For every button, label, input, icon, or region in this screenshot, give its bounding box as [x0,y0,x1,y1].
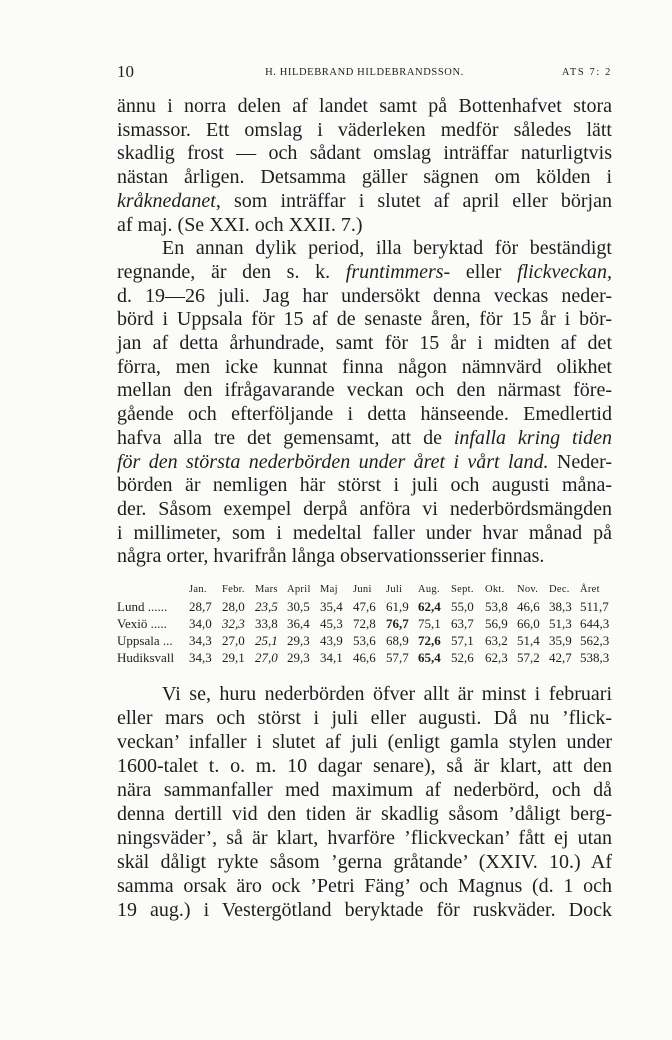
table-cell: 55,0 [451,599,474,614]
table-header-row [117,581,612,598]
table-cell: 57,2 [517,650,540,665]
table-cell: 34,3 [189,650,212,665]
text-line: denna dertill vid den tiden är skadlig såsom ’dåligt berg- [117,803,612,825]
column-header: Okt. [485,584,505,595]
table-cell: 35,9 [549,633,572,648]
table-cell: 72,8 [353,616,376,631]
text-line: ningsväder’, så är klart, hvarföre ’flickveckan’ fått ej utan [117,827,612,849]
table-cell: 57,1 [451,633,474,648]
row-label: Lund ...... [117,599,168,614]
table-cell-total: 562,3 [580,633,610,648]
italic-term: kråknedanet [117,189,216,212]
text-segment: regnande, är den s. k. [117,260,346,283]
text-line: nästan årligen. Detsamma gäller sägnen om kölden i [117,166,612,189]
text-line [117,427,612,451]
table-cell: 53,8 [485,599,508,614]
table-cell: 75,1 [418,616,441,631]
text-segment: hafva alla tre det gemensamt, att de [117,426,454,449]
table-cell-minimum: 27,0 [255,650,278,665]
column-header: Mars [255,584,278,595]
table-cell: 34,3 [189,633,212,648]
table-cell-maximum: 62,4 [418,599,441,614]
table-cell: 61,9 [386,599,409,614]
text-line: Vi se, huru nederbörden öfver allt är minst i februari [162,683,612,705]
table-cell: 42,7 [549,650,572,665]
column-header: April [287,584,311,595]
text-line: der. Såsom exempel derpå anföra vi nederbördsmängden [117,497,612,520]
text-line: En annan dylik period, illa beryktad för beständigt [162,237,612,260]
page-header [117,62,612,82]
table-cell: 66,0 [517,616,540,631]
series-mark: ATS 7: 2 [561,67,612,78]
table-cell: 34,0 [189,616,212,631]
column-header: Jan. [189,584,207,595]
italic-phrase: för den största nederbörden under året i vårt land. [117,450,549,473]
table-cell: 51,3 [549,616,572,631]
column-header: Aug. [418,584,440,595]
text-line: 19 aug.) i Vestergötland beryktade för ruskväder. Dock [117,899,612,921]
table-cell-maximum: 76,7 [386,616,409,631]
table-cell-total: 538,3 [580,650,610,665]
table-cell: 34,1 [320,650,343,665]
text-segment: , som inträffar i slutet af april eller början [215,189,612,212]
table-cell-total: 644,3 [580,616,610,631]
table-cell: 28,0 [222,599,245,614]
table-cell-total: 511,7 [580,599,609,614]
italic-term: fruntimmers- [345,260,451,283]
table-row [117,598,612,615]
table-cell: 27,0 [222,633,245,648]
table-cell-maximum: 65,4 [418,650,441,665]
column-header: Juni [353,584,372,595]
column-header: Maj [320,584,338,595]
text-line [117,451,612,475]
table-cell: 29,3 [287,650,310,665]
table-cell: 29,1 [222,650,245,665]
page-number: 10 [117,62,134,81]
text-line [117,190,612,214]
table-cell: 63,7 [451,616,474,631]
table-cell: 43,9 [320,633,343,648]
table-cell-maximum: 72,6 [418,633,441,648]
table-row [117,649,612,666]
text-line: d. 19—26 juli. Jag har undersökt denna veckas neder- [117,284,612,307]
text-line: jan af detta århundrade, samt för 15 år i midten af det [117,332,612,355]
table-cell: 63,2 [485,633,508,648]
table-row [117,615,612,632]
text-line: mellan den ifrågavarande veckan och den närmast före- [117,379,612,402]
column-header: Året [580,584,600,595]
table-cell: 29,3 [287,633,310,648]
table-row [117,632,612,649]
table-cell: 47,6 [353,599,376,614]
text-line [117,261,612,285]
italic-phrase: infalla kring tiden [453,426,612,449]
column-header: Sept. [451,584,474,595]
paragraph-1 [117,95,612,569]
text-line: ännu i norra delen af landet samt på Bottenhafvet stora [117,95,612,117]
table-cell: 35,4 [320,599,343,614]
text-line: i millimeter, som i medeltal faller under hvar månad på [117,521,612,544]
italic-term: flickveckan, [517,260,612,283]
text-line: skäl dåligt rykte såsom ’gerna gråtande’ (XXIV. 10.) Af [117,851,612,873]
row-label: Vexiö ..... [117,616,167,631]
table-cell: 57,7 [386,650,409,665]
text-line: samma orsak äro ock ’Petri Fäng’ och Magnus (d. 1 och [117,875,612,897]
text-line: af maj. (Se XXI. och XXII. 7.) [117,213,363,236]
running-title: H. HILDEBRAND HILDEBRANDSSON. [265,67,464,78]
column-header-place [117,581,189,598]
column-header: Febr. [222,584,245,595]
text-segment: Neder- [548,450,612,473]
table-cell: 38,3 [549,599,572,614]
table-cell: 46,6 [353,650,376,665]
table-cell: 51,4 [517,633,540,648]
text-line: gående och efterföljande i detta hänseende. Emedlertid [117,403,612,426]
table-cell: 30,5 [287,599,310,614]
table-cell: 52,6 [451,650,474,665]
text-line: börd i Uppsala för 15 af de senaste åren, för 15 år i bör- [117,308,612,331]
paragraph-2 [117,682,612,922]
table-cell: 46,6 [517,599,540,614]
text-line: skadlig frost — och sådant omslag inträffar naturligtvis [117,142,612,165]
table-cell: 45,3 [320,616,343,631]
precipitation-table [117,581,612,666]
row-label: Hudiksvall [117,650,175,665]
text-line: förra, men icke kunnat finna någon nämnvärd olikhet [117,355,612,378]
text-line: nära sammanfaller med maximum af nederbörd, och då [117,779,612,801]
table-cell: 28,7 [189,599,212,614]
table-cell: 62,3 [485,650,508,665]
text-line: 1600-talet t. o. m. 10 dagar senare), så är klart, att den [117,755,612,777]
table-cell: 33,8 [255,616,278,631]
text-segment: eller [450,260,518,283]
row-label: Uppsala ... [117,633,173,648]
column-header: Nov. [517,584,539,595]
column-header: Juli [386,584,403,595]
text-line: veckan’ infaller i slutet af juli (enligt gamla stylen under [117,731,612,753]
table-cell-minimum: 25,1 [255,633,278,648]
text-line: ismassor. Ett omslag i väderleken medför således lätt [117,118,612,141]
text-line: några orter, hvarifrån långa observationsserier finnas. [117,545,545,568]
text-line: eller mars och störst i juli eller augusti. Då nu ’flick- [117,707,612,729]
table-cell-minimum: 32,3 [222,616,245,631]
table-cell: 68,9 [386,633,409,648]
table-cell: 36,4 [287,616,310,631]
text-line: börden är nemligen här störst i juli och augusti måna- [117,474,612,497]
table-cell: 56,9 [485,616,508,631]
column-header: Dec. [549,584,570,595]
table-cell-minimum: 23,5 [255,599,278,614]
table-cell: 53,6 [353,633,376,648]
